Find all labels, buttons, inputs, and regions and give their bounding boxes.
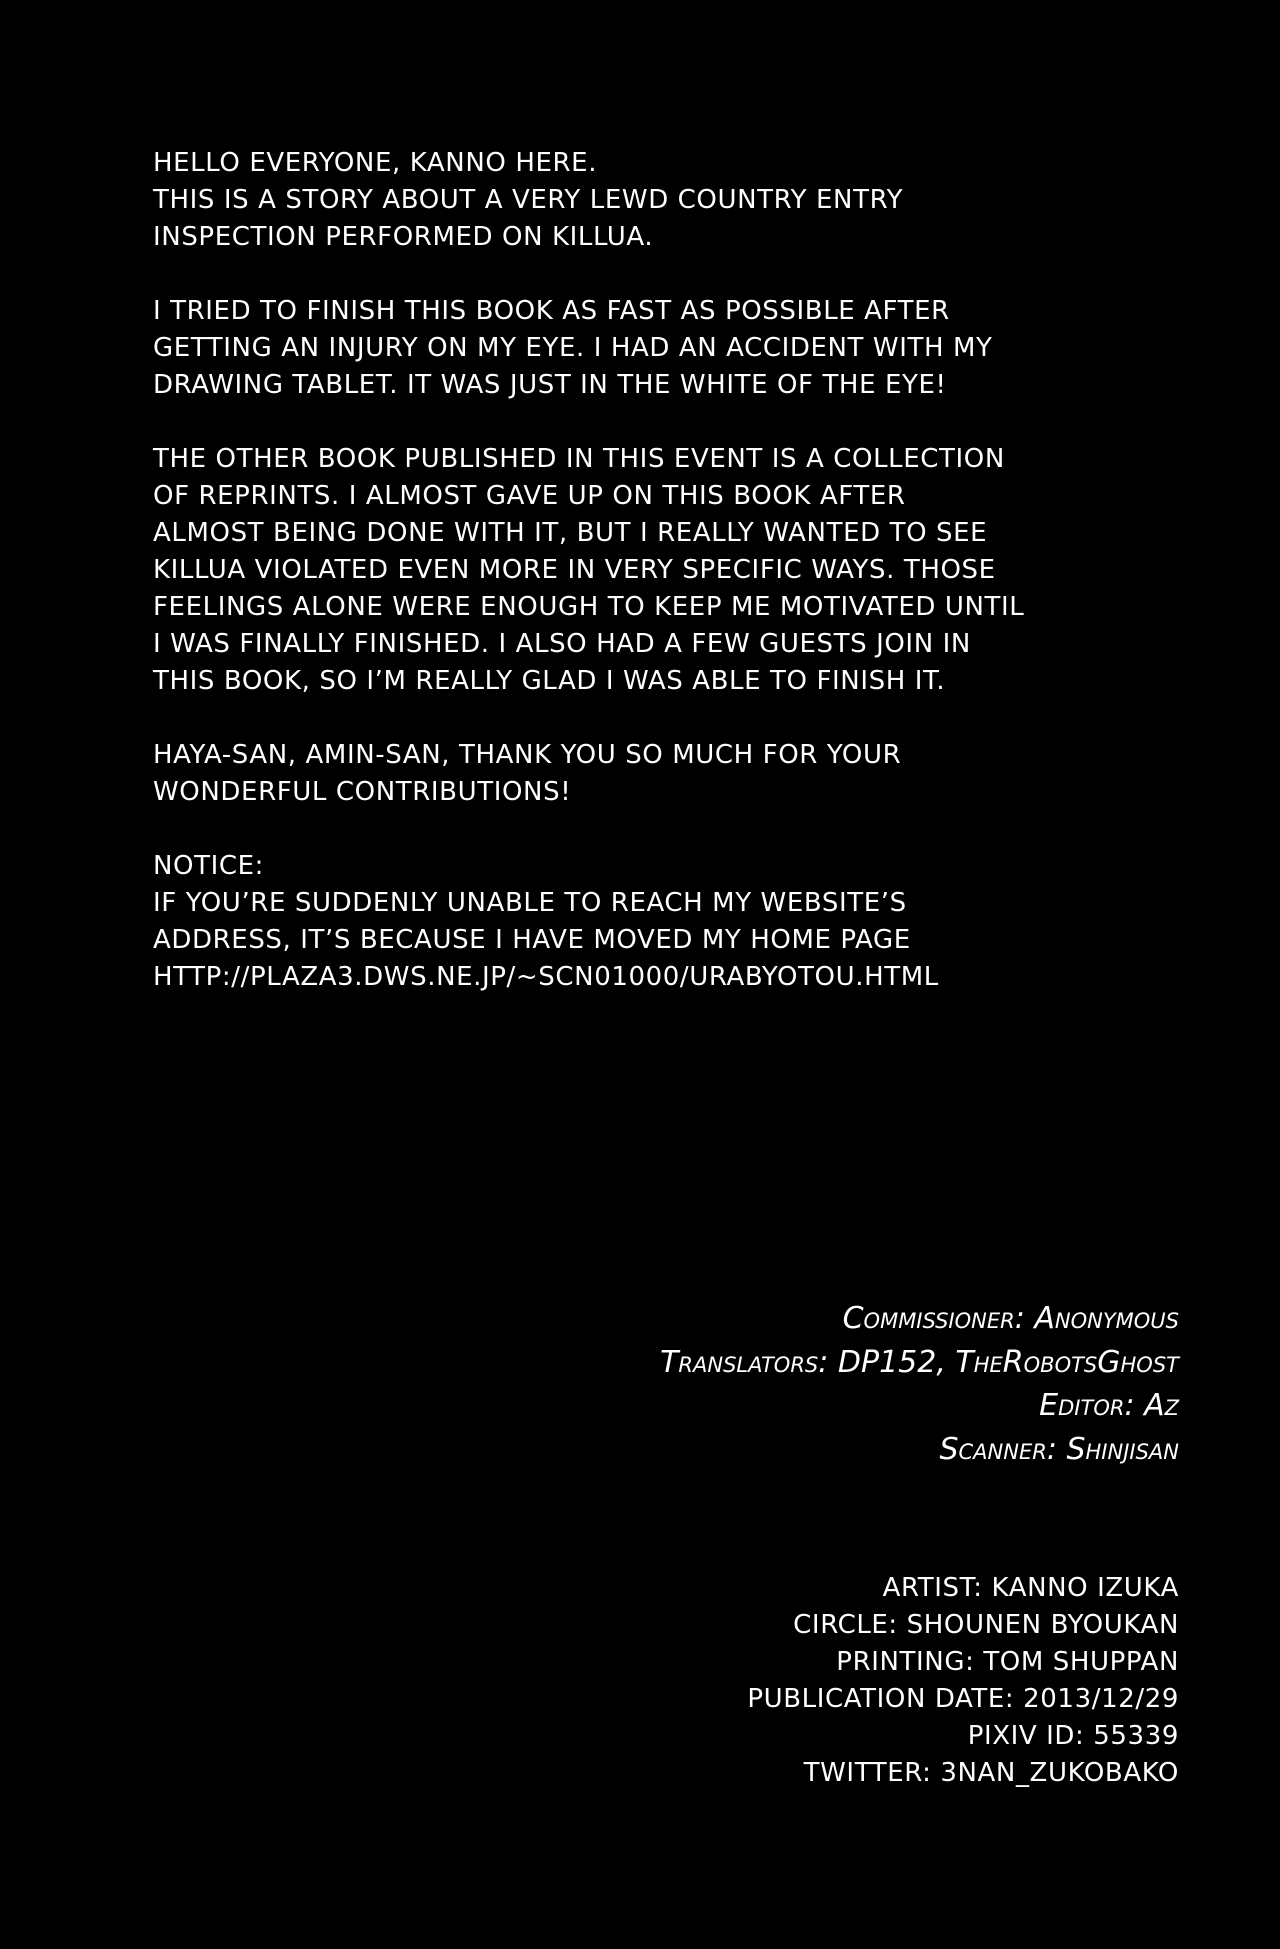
text-line: I WAS FINALLY FINISHED. I ALSO HAD A FEW GUESTS JOIN IN <box>153 629 971 659</box>
text-line: ADDRESS, IT’S BECAUSE I HAVE MOVED MY HOME PAGE <box>153 925 911 955</box>
text-line: GETTING AN INJURY ON MY EYE. I HAD AN ACCIDENT WITH MY <box>153 333 993 363</box>
book-info <box>747 1570 1179 1792</box>
notice-paragraph <box>153 848 1153 996</box>
afterword-paragraph <box>153 441 1153 700</box>
website-url: HTTP://PLAZA3.DWS.NE.JP/~SCN01000/URABYOTOU.HTML <box>153 962 939 992</box>
text-line: THE OTHER BOOK PUBLISHED IN THIS EVENT IS A COLLECTION <box>153 444 1005 474</box>
text-line: IF YOU’RE SUDDENLY UNABLE TO REACH MY WEBSITE’S <box>153 888 907 918</box>
text-line: HELLO EVERYONE, KANNO HERE. <box>153 148 598 178</box>
text-line: ALMOST BEING DONE WITH IT, BUT I REALLY WANTED TO SEE <box>153 518 988 548</box>
text-line: I TRIED TO FINISH THIS BOOK AS FAST AS POSSIBLE AFTER <box>153 296 950 326</box>
text-line: WONDERFUL CONTRIBUTIONS! <box>153 777 572 807</box>
scanlation-credits <box>660 1297 1179 1471</box>
text-line: THIS BOOK, SO I’M REALLY GLAD I WAS ABLE TO FINISH IT. <box>153 666 946 696</box>
translators-credit: Translators: DP152, TheRobotsGhost <box>660 1344 1179 1380</box>
publication-date-info: PUBLICATION DATE: 2013/12/29 <box>747 1684 1179 1714</box>
commissioner-credit: Commissioner: Anonymous <box>842 1301 1179 1336</box>
printing-info: PRINTING: TOM SHUPPAN <box>836 1647 1179 1677</box>
afterword-text <box>153 145 1153 1033</box>
scanner-credit: Scanner: Shinjisan <box>939 1431 1179 1467</box>
pixiv-id-info: PIXIV ID: 55339 <box>967 1721 1179 1751</box>
artist-info: ARTIST: KANNO IZUKA <box>882 1573 1179 1603</box>
text-line: FEELINGS ALONE WERE ENOUGH TO KEEP ME MOTIVATED UNTIL <box>153 592 1025 622</box>
editor-credit: Editor: Az <box>1039 1388 1179 1423</box>
afterword-paragraph <box>153 293 1153 404</box>
text-line: KILLUA VIOLATED EVEN MORE IN VERY SPECIFIC WAYS. THOSE <box>153 555 996 585</box>
text-line: THIS IS A STORY ABOUT A VERY LEWD COUNTRY ENTRY <box>153 185 904 215</box>
twitter-info: TWITTER: 3NAN_ZUKOBAKO <box>803 1758 1179 1788</box>
afterword-paragraph <box>153 737 1153 811</box>
circle-info: CIRCLE: SHOUNEN BYOUKAN <box>793 1610 1179 1640</box>
text-line: OF REPRINTS. I ALMOST GAVE UP ON THIS BOOK AFTER <box>153 481 906 511</box>
text-line: HAYA-SAN, AMIN-SAN, THANK YOU SO MUCH FOR YOUR <box>153 740 902 770</box>
notice-heading: NOTICE: <box>153 851 265 881</box>
text-line: INSPECTION PERFORMED ON KILLUA. <box>153 222 654 252</box>
afterword-paragraph <box>153 145 1153 256</box>
text-line: DRAWING TABLET. IT WAS JUST IN THE WHITE OF THE EYE! <box>153 370 947 400</box>
